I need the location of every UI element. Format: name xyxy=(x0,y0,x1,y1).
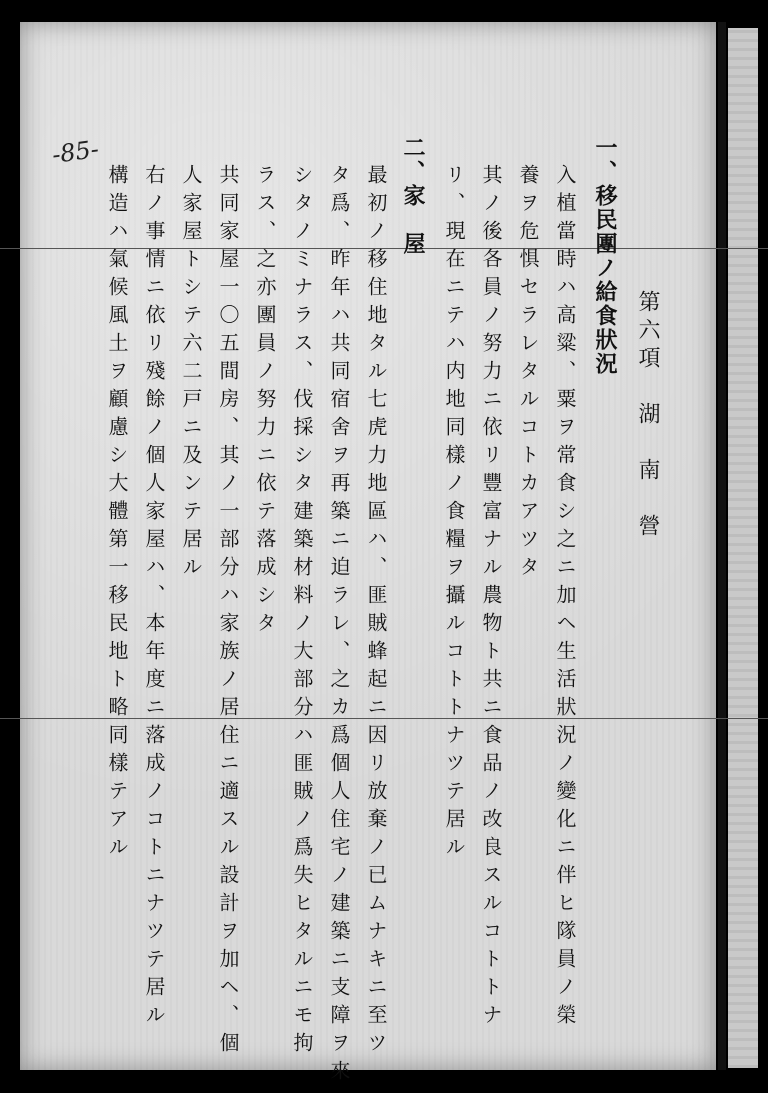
section-2-line-8: 構造ハ氣候風土ヲ顧慮シ大體第一移民地ト略同樣テアル xyxy=(105,164,129,864)
section-title: 第六項 湖 南 營 xyxy=(635,290,660,542)
section-2-line-1: 最初ノ移住地タル七虎力地區ハ、匪賊蜂起ニ因リ放棄ノ已ムナキニ至ツ xyxy=(364,164,388,1060)
section-1-line-4: リ、現在ニテハ内地同樣ノ食糧ヲ攝ルコトトナツテ居ル xyxy=(442,164,466,864)
section-1-line-1: 入植當時ハ高粱、粟ヲ常食シ之ニ加ヘ生活狀況ノ變化ニ伴ヒ隊員ノ榮 xyxy=(553,164,577,1032)
section-2-line-4: ラス、之亦團員ノ努力ニ依テ落成シタ xyxy=(253,164,277,640)
section-1-line-2: 養ヲ危惧セラレタルコトカアツタ xyxy=(516,164,540,584)
section-2-line-3: シタノミナラス、伐採シタ建築材料ノ大部分ハ匪賊ノ爲失ヒタルニモ拘 xyxy=(290,164,314,1060)
section-2-line-2: タ爲、昨年ハ共同宿舍ヲ再築ニ迫ラレ、之カ爲個人住宅ノ建築ニ支障ヲ來 xyxy=(327,164,351,1088)
page-gutter xyxy=(718,22,726,1070)
section-1-heading: 一、移民團ノ給食狀況 xyxy=(592,136,618,376)
section-1-line-3: 其ノ後各員ノ努力ニ依リ豐富ナル農物ト共ニ食品ノ改良スルコトトナ xyxy=(479,164,503,1032)
section-2-line-6: 人家屋トシテ六二戸ニ及ンテ居ル xyxy=(179,164,203,584)
page-number: -85- xyxy=(50,134,101,170)
adjacent-page-edge xyxy=(728,28,758,1068)
section-2-line-7: 右ノ事情ニ依リ殘餘ノ個人家屋ハ、本年度ニ落成ノコトニナツテ居ル xyxy=(142,164,166,1032)
section-2-heading: 二、家 屋 xyxy=(400,136,426,256)
section-2-line-5: 共同家屋一〇五間房、其ノ一部分ハ家族ノ居住ニ適スル設計ヲ加ヘ、個 xyxy=(216,164,240,1060)
